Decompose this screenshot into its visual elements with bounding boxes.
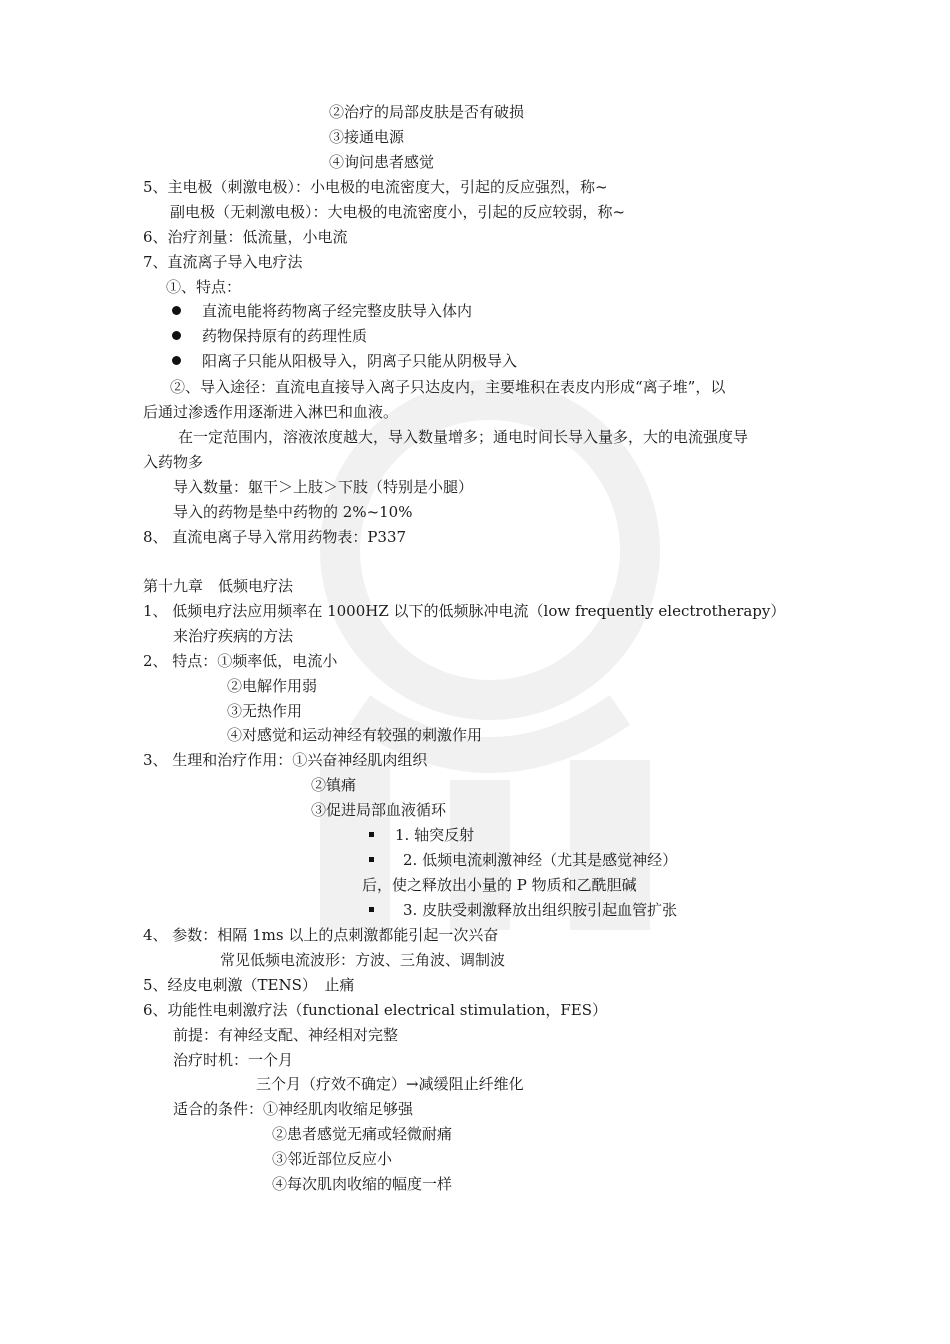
- text-line: 后通过渗透作用逐渐进入淋巴和血液。: [143, 403, 399, 421]
- bullet-dot-icon: [172, 306, 181, 315]
- text-line: ②电解作用弱: [227, 677, 318, 695]
- text-line: ④询问患者感觉: [329, 153, 435, 171]
- text-line: 副电极（无刺激电极）：大电极的电流密度小，引起的反应较弱，称~: [170, 203, 626, 221]
- text-line: ③无热作用: [227, 702, 303, 720]
- text-line: ②镇痛: [311, 776, 357, 794]
- text-line: ②、导入途径：直流电直接导入离子只达皮内，主要堆积在表皮内形成“离子堆”，以: [170, 378, 726, 396]
- bullet-dot-icon: [172, 356, 181, 365]
- text-line: 入药物多: [143, 453, 204, 471]
- bullet-square-icon: [369, 857, 374, 862]
- text-line: 直流电能将药物离子经完整皮肤导入体内: [202, 302, 473, 320]
- text-line: 阳离子只能从阳极导入，阴离子只能从阴极导入: [202, 352, 518, 370]
- text-line: 后，使之释放出小量的 P 物质和乙酰胆碱: [362, 876, 637, 894]
- text-line: 药物保持原有的药理性质: [202, 327, 368, 345]
- text-line: 在一定范围内，溶液浓度越大，导入数量增多；通电时间长导入量多，大的电流强度导: [178, 428, 749, 446]
- text-line: 7、直流离子导入电疗法: [143, 253, 303, 271]
- text-line: ③邻近部位反应小: [272, 1150, 393, 1168]
- text-line: 2、 特点：①频率低，电流小: [143, 652, 338, 670]
- text-line: 导入的药物是垫中药物的 2%~10%: [173, 503, 413, 521]
- text-line: 1、 低频电疗法应用频率在 1000HZ 以下的低频脉冲电流（low frequently electrotherapy）: [143, 602, 786, 620]
- text-line: 6、功能性电刺激疗法（functional electrical stimulation，FES）: [143, 1001, 607, 1019]
- text-line: 适合的条件：①神经肌肉收缩足够强: [173, 1100, 414, 1118]
- text-line: 2. 低频电流刺激神经（尤其是感觉神经）: [403, 851, 678, 869]
- text-line: 来治疗疾病的方法: [173, 627, 294, 645]
- text-line: ④对感觉和运动神经有较强的刺激作用: [227, 726, 483, 744]
- text-line: 8、 直流电离子导入常用药物表：P337: [143, 528, 407, 546]
- text-line: 治疗时机：一个月: [173, 1051, 294, 1069]
- text-line: 常见低频电流波形：方波、三角波、调制波: [220, 951, 506, 969]
- text-line: ④每次肌肉收缩的幅度一样: [272, 1175, 453, 1193]
- text-line: 5、主电极（刺激电极）：小电极的电流密度大，引起的反应强烈，称~: [143, 178, 608, 196]
- text-line: 3. 皮肤受刺激释放出组织胺引起血管扩张: [403, 901, 678, 919]
- text-line: 4、 参数：相隔 1ms 以上的点刺激都能引起一次兴奋: [143, 926, 499, 944]
- bullet-square-icon: [369, 832, 374, 837]
- text-line: ③接通电源: [329, 128, 405, 146]
- text-line: ②治疗的局部皮肤是否有破损: [329, 103, 525, 121]
- bullet-dot-icon: [172, 331, 181, 340]
- bullet-square-icon: [369, 907, 374, 912]
- text-line: 导入数量：躯干＞上肢＞下肢（特别是小腿）: [173, 478, 474, 496]
- text-line: 3、 生理和治疗作用：①兴奋神经肌肉组织: [143, 751, 428, 769]
- text-line: ①、特点：: [166, 278, 242, 296]
- chapter-heading: 第十九章 低频电疗法: [143, 577, 294, 595]
- text-line: 5、经皮电刺激（TENS） 止痛: [143, 976, 355, 994]
- text-line: ②患者感觉无痛或轻微耐痛: [272, 1125, 453, 1143]
- text-line: 6、治疗剂量：低流量，小电流: [143, 228, 348, 246]
- text-line: 三个月（疗效不确定）→减缓阻止纤维化: [256, 1075, 524, 1093]
- text-line: 前提：有神经支配、神经相对完整: [173, 1026, 399, 1044]
- text-line: 1. 轴突反射: [395, 826, 475, 844]
- text-line: ③促进局部血液循环: [311, 801, 447, 819]
